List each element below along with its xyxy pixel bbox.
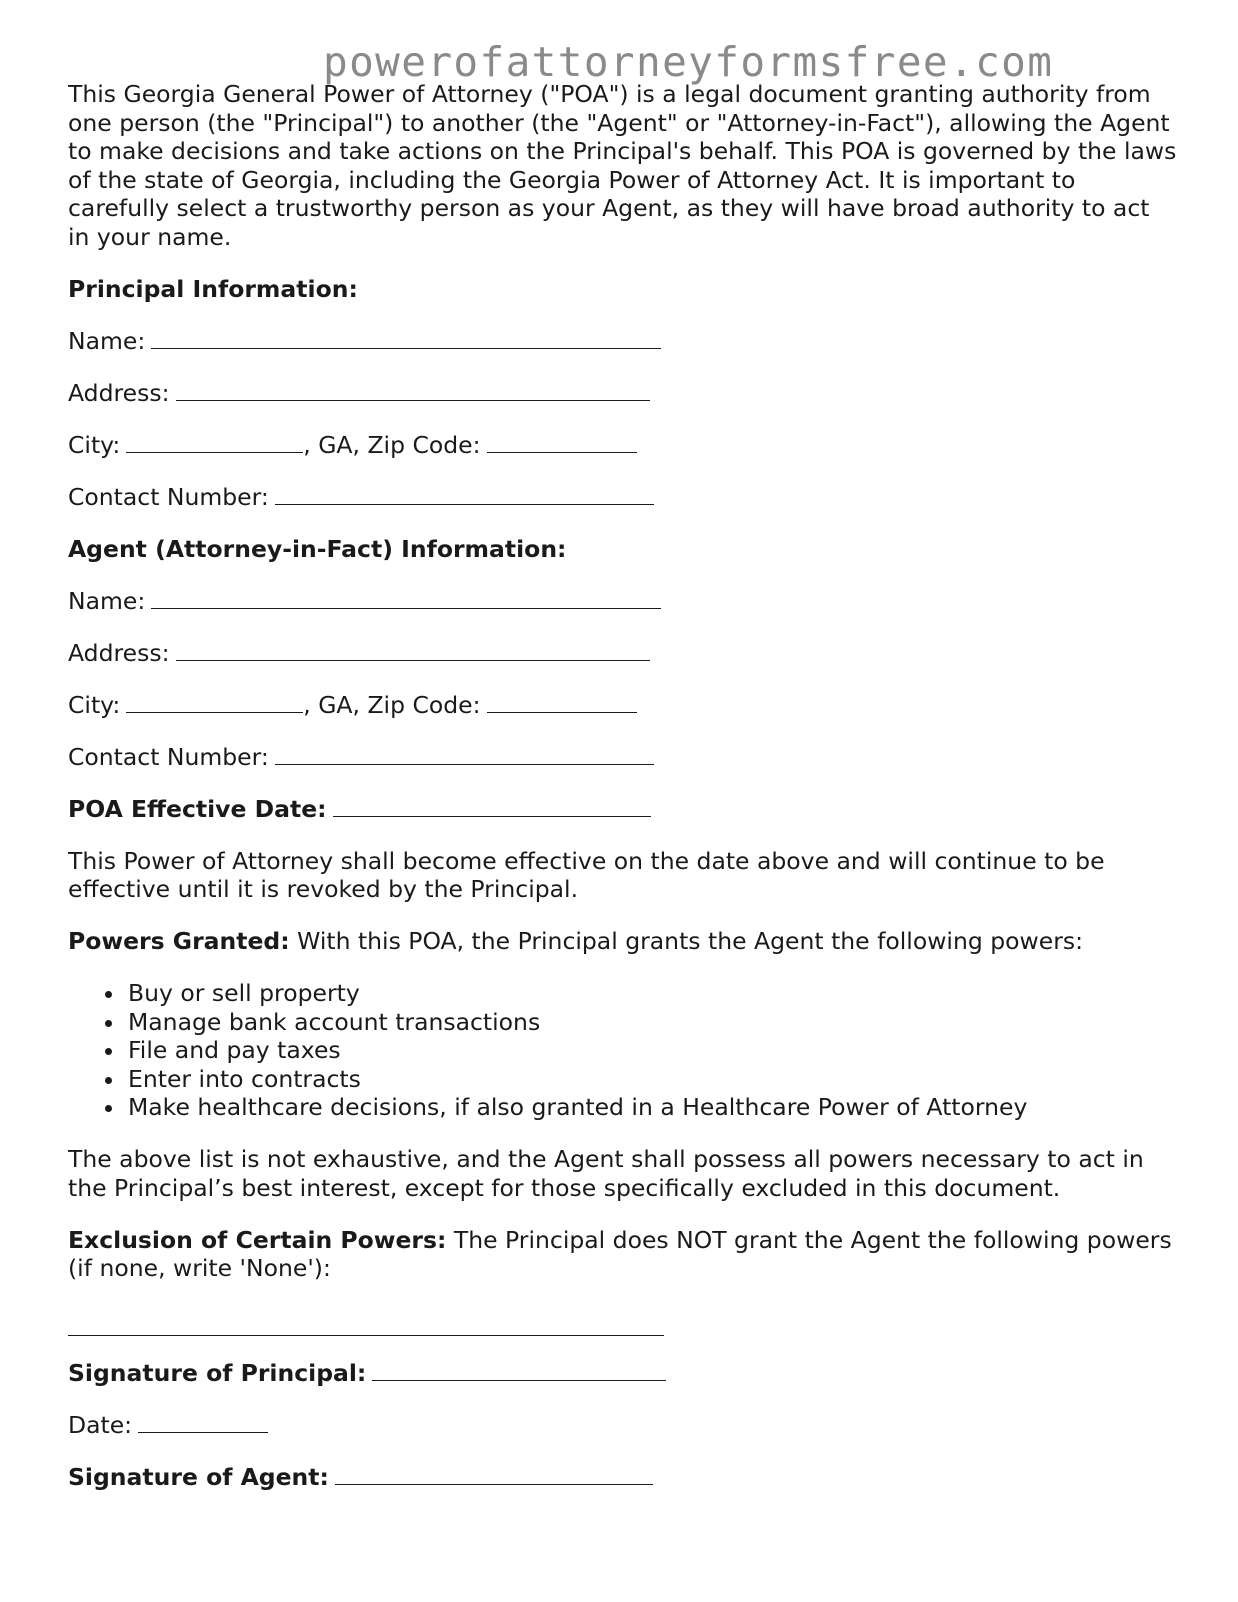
principal-signature-row bbox=[68, 1359, 1178, 1388]
agent-contact-label: Contact Number: bbox=[68, 742, 269, 771]
agent-signature-field[interactable] bbox=[335, 1464, 653, 1485]
agent-heading: Agent (Attorney-in-Fact) Information: bbox=[68, 534, 567, 563]
powers-label: Powers Granted: bbox=[68, 927, 290, 955]
exclusion-paragraph bbox=[68, 1226, 1178, 1283]
agent-contact-row bbox=[68, 743, 1178, 772]
date-label: Date: bbox=[68, 1411, 133, 1439]
principal-contact-field[interactable] bbox=[275, 484, 654, 505]
powers-note: The above list is not exhaustive, and the Agent shall possess all powers necessary to act in the Principal’s best interest, except for those specifically excluded in this document. bbox=[68, 1145, 1144, 1202]
document-body bbox=[68, 80, 1178, 1515]
intro-paragraph: This Georgia General Power of Attorney ("POA") is a legal document granting authority from one person (the "Principal") to another (the "Agent" or "Attorney-in-Fact"), allowing the Agent to make decisions and take actions on the Principal's behalf. This POA is governed by the laws of the state of Georgia, including the Georgia Power of Attorney Act. It is important to carefully select a trustworthy person as your Agent, as they will have broad authority to act in your name. bbox=[68, 80, 1177, 251]
exclusion-text: The Principal does NOT grant the Agent the following powers (if none, write 'None'): bbox=[68, 1225, 1172, 1282]
principal-state-zip-label: , GA, Zip Code: bbox=[303, 430, 481, 459]
agent-name-field[interactable] bbox=[151, 588, 661, 609]
agent-city-row bbox=[68, 691, 1178, 720]
agent-zip-field[interactable] bbox=[487, 692, 637, 713]
agent-signature-label: Signature of Agent: bbox=[68, 1463, 329, 1491]
principal-heading: Principal Information: bbox=[68, 274, 358, 303]
effective-date-label: POA Effective Date: bbox=[68, 794, 327, 823]
agent-state-zip-label: , GA, Zip Code: bbox=[303, 690, 481, 719]
exclusion-field[interactable] bbox=[68, 1307, 664, 1336]
powers-paragraph bbox=[68, 927, 1178, 956]
agent-city-label: City: bbox=[68, 690, 121, 719]
agent-contact-field[interactable] bbox=[275, 744, 654, 765]
date-field[interactable] bbox=[138, 1412, 268, 1433]
principal-signature-label: Signature of Principal: bbox=[68, 1359, 367, 1387]
list-item: • File and pay taxes bbox=[126, 1036, 1178, 1065]
agent-signature-row bbox=[68, 1463, 1178, 1492]
date-row bbox=[68, 1411, 1178, 1440]
agent-address-field[interactable] bbox=[176, 640, 650, 661]
effective-paragraph: This Power of Attorney shall become effective on the date above and will continue to be effective until it is revoked by the Principal. bbox=[68, 846, 1105, 903]
list-item: • Manage bank account transactions bbox=[126, 1008, 1178, 1037]
principal-city-field[interactable] bbox=[126, 432, 303, 453]
exclusion-label: Exclusion of Certain Powers: bbox=[68, 1225, 447, 1254]
effective-date-row bbox=[68, 795, 1178, 824]
list-item: • Make healthcare decisions, if also granted in a Healthcare Power of Attorney bbox=[126, 1093, 1178, 1122]
principal-address-label: Address: bbox=[68, 378, 170, 407]
powers-intro-text: With this POA, the Principal grants the Agent the following powers: bbox=[289, 927, 1084, 955]
agent-name-row bbox=[68, 587, 1178, 616]
principal-address-row bbox=[68, 379, 1178, 408]
list-item: • Buy or sell property bbox=[126, 979, 1178, 1008]
agent-address-row bbox=[68, 639, 1178, 668]
principal-name-field[interactable] bbox=[151, 328, 661, 349]
watermark: powerofattorneyformsfree.com bbox=[323, 38, 1054, 86]
principal-city-row bbox=[68, 431, 1178, 460]
principal-contact-label: Contact Number: bbox=[68, 482, 269, 511]
agent-name-label: Name: bbox=[68, 586, 146, 615]
principal-city-label: City: bbox=[68, 430, 121, 459]
principal-address-field[interactable] bbox=[176, 380, 650, 401]
principal-contact-row bbox=[68, 483, 1178, 512]
principal-name-label: Name: bbox=[68, 326, 146, 355]
agent-city-field[interactable] bbox=[126, 692, 303, 713]
principal-name-row bbox=[68, 327, 1178, 356]
agent-address-label: Address: bbox=[68, 638, 170, 667]
principal-signature-field[interactable] bbox=[372, 1360, 666, 1381]
powers-list bbox=[68, 979, 1178, 1122]
principal-zip-field[interactable] bbox=[487, 432, 637, 453]
list-item: • Enter into contracts bbox=[126, 1065, 1178, 1094]
effective-date-field[interactable] bbox=[333, 796, 651, 817]
